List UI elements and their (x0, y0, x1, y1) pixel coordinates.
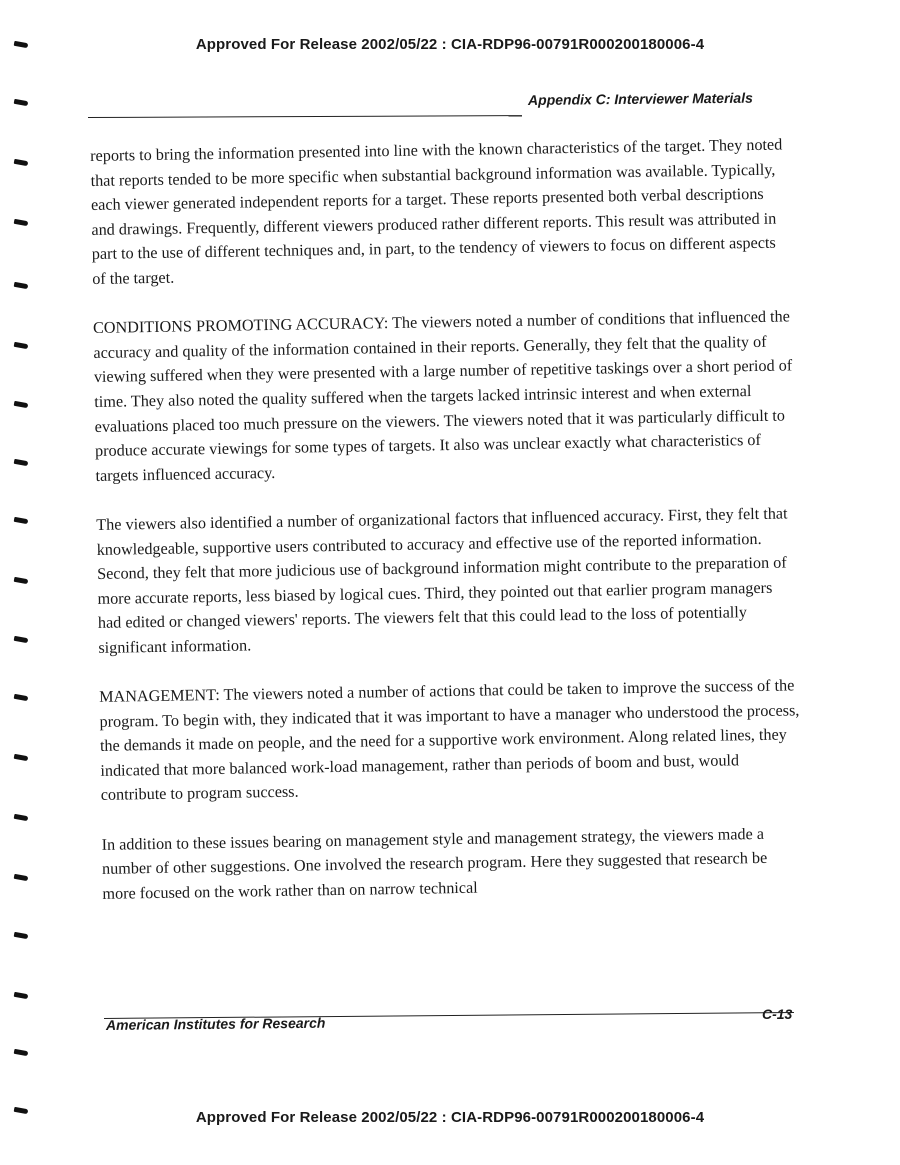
page-number: C-13 (762, 1006, 793, 1022)
binder-hole-marks (10, 0, 40, 1165)
paragraph-target-reports: reports to bring the information presented into line with the known characteristics of the target. They noted that reports tended to be more specific when substantial background information was available. Typically, each viewer generated independent reports for a target. These reports presented both verbal descriptions and drawings. Frequently, different viewers produced rather different reports. This result was attributed in part to the use of different techniques and, in part, to the tendency of viewers to focus on different aspects of the target. (90, 135, 783, 288)
paragraph-other-suggestions: In addition to these issues bearing on management style and management strategy, the viewers made a number of other suggestions. One involved the research program. Here they suggested that research be more focused on the work rather than on narrow technical (101, 824, 768, 903)
binder-mark (14, 694, 29, 701)
binder-mark (14, 342, 29, 349)
body-text (90, 132, 803, 930)
binder-mark (14, 577, 29, 584)
binder-mark (14, 159, 29, 166)
binder-mark (14, 282, 29, 289)
binder-mark (14, 41, 29, 48)
paragraph-conditions-accuracy: CONDITIONS PROMOTING ACCURACY: The viewers noted a number of conditions that influenced the accuracy and quality of the information contained in their reports. Generally, they felt that the quality of viewing suffered when they were presented with a large number of repetitive taskings over a short period of time. They also noted the quality suffered when the targets lacked intrinsic interest and when external evaluations placed too much pressure on the viewers. The viewers noted that it was particularly difficult to produce accurate viewings for some types of targets. It also was unclear exactly what characteristics of targets influenced accuracy. (92, 307, 793, 485)
binder-mark (14, 99, 29, 106)
binder-mark (14, 1107, 29, 1114)
paragraph-organizational-factors: The viewers also identified a number of organizational factors that influenced accuracy. First, they felt that knowledgeable, supportive users contributed to accuracy and effective use of the reported information. Second, they felt that more judicious use of background information might contribute to the preparation of more accurate reports, less biased by logical cues. Third, they pointed out that earlier program managers had edited or changed viewers' reports. The viewers felt that this could lead to the loss of potentially significant information. (96, 504, 788, 657)
footer-organization: American Institutes for Research (105, 1014, 326, 1033)
binder-mark (14, 517, 29, 524)
binder-mark (14, 754, 29, 761)
release-notice-top: Approved For Release 2002/05/22 : CIA-RDP96-00791R000200180006-4 (195, 36, 705, 53)
binder-mark (14, 932, 29, 939)
binder-mark (14, 1049, 29, 1056)
binder-mark (14, 459, 29, 466)
binder-mark (14, 219, 29, 226)
release-notice-bottom: Approved For Release 2002/05/22 : CIA-RDP96-00791R000200180006-4 (195, 1109, 705, 1126)
binder-mark (14, 401, 29, 408)
appendix-title: Appendix C: Interviewer Materials (527, 89, 753, 108)
binder-mark (14, 992, 29, 999)
paragraph-management: MANAGEMENT: The viewers noted a number of actions that could be taken to improve the success of the program. To begin with, they indicated that it was important to have a manager who understood the process, the demands it made on people, and the need for a supportive work environment. Along related lines, they indicated that more balanced work-load management, rather than periods of boom and bust, would contribute to program success. (99, 676, 800, 805)
header-rule (88, 115, 522, 118)
binder-mark (14, 636, 29, 643)
binder-mark (14, 874, 29, 881)
binder-mark (14, 814, 29, 821)
